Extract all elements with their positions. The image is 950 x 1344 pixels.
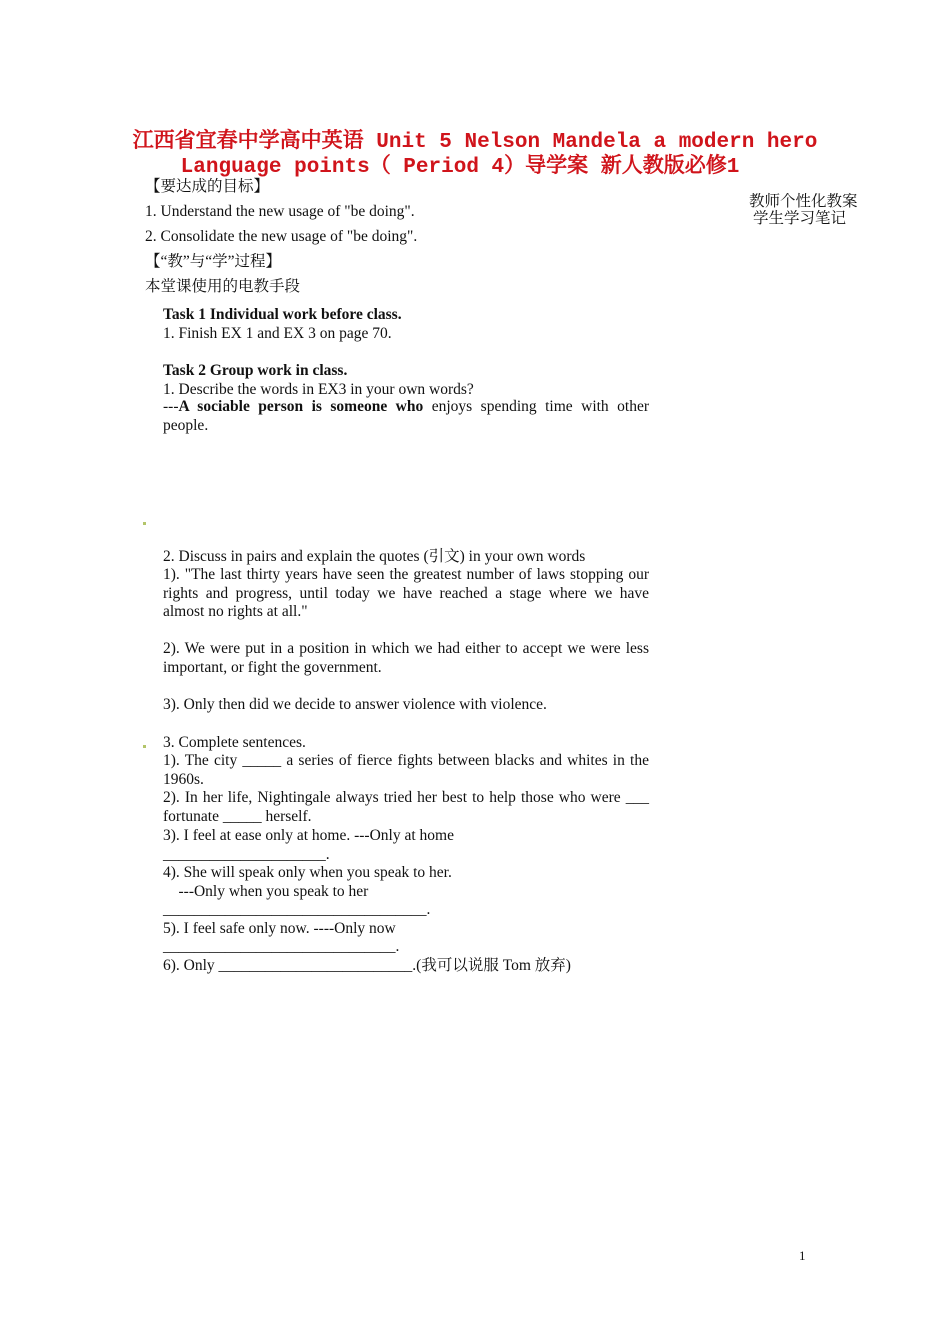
sentence-4-prompt: ---Only when you speak to her <box>163 883 369 900</box>
sentence-4: 4). She will speak only when you speak to her. <box>163 864 452 881</box>
task1-item: 1. Finish EX 1 and EX 3 on page 70. <box>163 325 392 342</box>
quote-1: 1). "The last thirty years have seen the greatest number of laws stopping our rights and progress, until today we have reached a stage where we have almost no rights at all." <box>163 566 649 621</box>
process-heading: 【“教”与“学”过程】 <box>145 253 282 270</box>
student-notes-label: 学生学习笔记 <box>753 210 847 227</box>
objective-item-1: 1. Understand the new usage of "be doing". <box>145 203 415 220</box>
objective-item-2: 2. Consolidate the new usage of "be doing". <box>145 228 418 245</box>
task2-answer-1: ---A sociable person is someone who enjoys spending time with other people. <box>163 398 650 434</box>
sentence-5-blank: ______________________________. <box>163 938 400 955</box>
scan-speck <box>143 522 146 525</box>
sentence-4-blank: __________________________________. <box>163 901 431 918</box>
objectives-heading: 【要达成的目标】 <box>145 178 270 195</box>
task2-question-1: 1. Describe the words in EX3 in your own words? <box>163 381 474 398</box>
sentence-3-blank: _____________________. <box>163 846 330 863</box>
quote-3: 3). Only then did we decide to answer violence with violence. <box>163 696 547 713</box>
page-number: 1 <box>799 1248 806 1263</box>
quote-2: 2). We were put in a position in which we had either to accept we were less important, or fight the government. <box>163 640 649 676</box>
document-title-line-1: 江西省宜春中学高中英语 Unit 5 Nelson Mandela a modern hero <box>132 131 818 154</box>
sentence-3: 3). I feel at ease only at home. ---Only at home <box>163 827 454 844</box>
task2-heading: Task 2 Group work in class. <box>163 362 348 379</box>
sentence-6: 6). Only _________________________.(我可以说服 Tom 放弃) <box>163 957 571 974</box>
document-title-line-2: Language points（ Period 4）导学案 新人教版必修1 <box>180 156 740 179</box>
sentence-1: 1). The city _____ a series of fierce fights between blacks and whites in the 1960s. <box>163 752 649 788</box>
media-label: 本堂课使用的电教手段 <box>145 278 301 295</box>
task2-question-2: 2. Discuss in pairs and explain the quotes (引文) in your own words <box>163 548 586 565</box>
teacher-notes-label: 教师个性化教案 <box>749 193 858 210</box>
scan-speck <box>143 745 146 748</box>
task1-heading: Task 1 Individual work before class. <box>163 306 402 323</box>
sentence-5: 5). I feel safe only now. ----Only now <box>163 920 396 937</box>
task2-question-3: 3. Complete sentences. <box>163 734 306 751</box>
sentence-2: 2). In her life, Nightingale always tried her best to help those who were ___ fortunate _____ herself. <box>163 789 649 825</box>
